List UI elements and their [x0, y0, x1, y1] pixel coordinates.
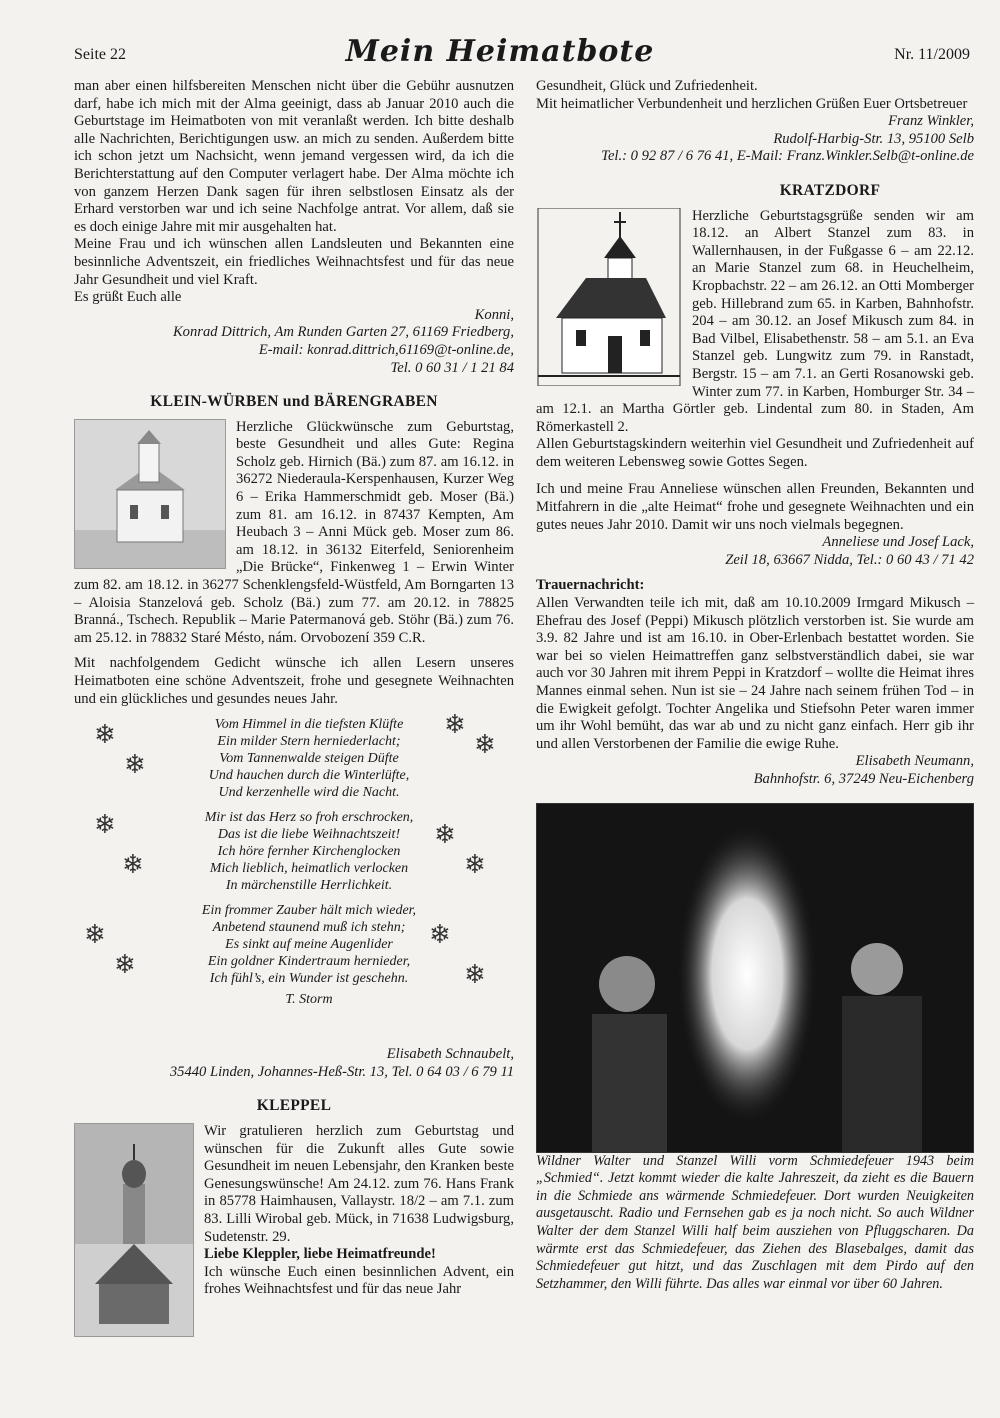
- snowflake-icon: ❄: [434, 820, 456, 850]
- mourning-text: Allen Verwandten teile ich mit, daß am 10.10.2009 Irmgard Mikusch – Ehefrau des Josef (Peppi) Mikusch plötzlich verstorben ist. Sie wurde am 3.9. 82 Jahre und ist am 16.10. in Ober-Erlenbach bestattet worden. Sie war bei so vielen Heimattreffen ganz selbstverständlich dabei, sie war auch vor 30 Jahren mit ihrem Peppi in Kratzdorf – wollte die Heimat ihres Mannes einmal sehen. Nun ist sie – 24 Jahre nach seinem frühen Tod – in die Ewigkeit gefolgt. Tochter Angelika und Stiefsohn Peter waren immer um ihr Wohl bemüht, das war ab und zu nicht ganz einfach. Herr gib ihr und allen Verstorbenen der Familie die ewige Ruhe.: [536, 595, 974, 752]
- poem-text: [184, 716, 434, 1008]
- right-column: [536, 78, 974, 1293]
- poem-line: Mich lieblich, heimatlich verlocken: [209, 861, 409, 877]
- masthead: Mein Heimatbote: [345, 34, 655, 69]
- poem-line: Und hauchen durch die Winterlüfte,: [208, 768, 410, 784]
- snowflake-icon: ❄: [114, 950, 136, 980]
- church-drawing: [536, 208, 682, 386]
- klein-wuerben-text: Herzliche Glückwünsche zum Geburtstag, beste Gesundheit und alles Gute: Regina Scholz geb. Hirnich (Bä.) zum 87. am 16.12. in 36272 Niederaula-Kerspenhausen, Kurzer Weg 6 – Erika Hammerschmidt geb. Moser (Bä.) zum 81. am 16.12. in 87437 Kempten, Am Heubach 3 – Anni Mück geb. Moser zum 86. am 18.12. in 36132 Eiterfeld, Seniorenheim „Die Brücke“, Finkenweg 1 – Erwin Winter zum 82. am 18.12. in 36277 Schenklengsfeld-Wüstfeld, Am Borngarten 13 – Aloisia Stanzelová geb. Scholz (Bä.) zum 77. am 20.12. in 78825 Branná., Tschech. Republik – Marie Patermanová geb. Stöhr (Bä.) zum 76. am 25.12. in 78832 Staré Mésto, nám. Orvobození 359 C.R.: [74, 418, 514, 646]
- signature-line: E-mail: konrad.dittrich,61169@t-online.de,: [258, 341, 514, 358]
- photo-caption: Wildner Walter und Stanzel Willi vorm Schmiedefeuer 1943 beim „Schmied“. Jetzt kommt wieder die kalte Jahreszeit, da zieht es die Bauern in die Schmiede ans wärmende Schmiedefeuer. Dort wurden Neuigkeiten ausgetauscht. Radio und Fernsehen gab es ja noch nicht. So auch Wildner Walter der dem Stanzel Willi half beim ausziehen von Pfluggscharen. Da wärmte erst das Schmiedefeuer, das Ziehen des Blasebalges, damit das Schmiedefeuer gut hitzt, und das Zuschlagen mit dem Pirdo auf den Setzhammer, den Willi führte. Das alles war einmal vor über 60 Jahren.: [536, 1152, 974, 1292]
- poem-line: Vom Tannenwalde steigen Düfte: [219, 751, 399, 767]
- wish-paragraph: Meine Frau und ich wünschen allen Landsleuten und Bekannten eine besinnliche Adventszeit, ein friedliches Weihnachtsfest und für das neue Jahr Gesundheit und viel Kraft.: [74, 236, 514, 288]
- greeting: Es grüßt Euch alle: [74, 289, 182, 306]
- poem-line: Es sinkt auf meine Augenlider: [225, 937, 393, 953]
- issue-number: Nr. 11/2009: [894, 46, 970, 63]
- blacksmith-photo: [536, 803, 974, 1153]
- poem-line: Vom Himmel in die tiefsten Klüfte: [214, 717, 404, 733]
- poem-signature: 35440 Linden, Johannes-Heß-Str. 13, Tel. 0 64 03 / 6 79 11: [169, 1063, 514, 1080]
- kleppel-text: Wir gratulieren herzlich zum Geburtstag und wünschen für die Zukunft alles Gute sowie Gesundheit im neuen Lebensjahr, den Kranken beste Genesungswünsche! Am 24.12. zum 76. Hans Frank in 85778 Haimhausen, Vallaystr. 18/2 – am 7.1. zum 83. Lilli Wirobal geb. Mück, in 71638 Ludwigsburg, Sudetenstr. 29.: [204, 1122, 514, 1245]
- signature-line: Rudolf-Harbig-Str. 13, 95100 Selb: [773, 130, 974, 147]
- snowflake-icon: ❄: [124, 750, 146, 780]
- signature-line: Elisabeth Neumann,: [855, 753, 974, 770]
- poem-line: Ich höre fernher Kirchenglocken: [217, 844, 401, 860]
- signature-line: Tel.: 0 92 87 / 6 76 41, E-Mail: Franz.Winkler.Selb@t-online.de: [601, 148, 974, 165]
- kratzdorf-text3: Ich und meine Frau Anneliese wünschen allen Freunden, Bekannten und Mitfahrern in die „alte Heimat“ frohe und gesegnete Weihnachten und ein gutes neues Jahr 2010. Damit wir uns noch vielmals begegnen.: [536, 481, 974, 533]
- poem-line: Und kerzenhelle wird die Nacht.: [218, 785, 400, 801]
- signature-line: Konni,: [474, 306, 514, 323]
- kratzdorf-text2: Allen Geburtstagskindern weiterhin viel Gesundheit und Zufriedenheit auf dem weiteren Lebensweg sowie Gottes Segen.: [536, 436, 974, 470]
- signature-line: Konrad Dittrich, Am Runden Garten 27, 61169 Friedberg,: [172, 324, 514, 341]
- poem-line: Anbetend staunend muß ich stehn;: [212, 920, 406, 936]
- signature-line: Franz Winkler,: [888, 113, 974, 130]
- snowflake-icon: ❄: [464, 960, 486, 990]
- mourning-heading: Trauernachricht:: [536, 577, 645, 594]
- section-heading-klein-wuerben: KLEIN-WÜRBEN und BÄRENGRABEN: [150, 393, 438, 411]
- right-intro2: Mit heimatlicher Verbundenheit und herzlichen Grüßen Euer Ortsbetreuer: [536, 95, 968, 112]
- page-number: Seite 22: [74, 46, 126, 63]
- right-intro: Gesundheit, Glück und Zufriedenheit.: [536, 78, 758, 94]
- snowflake-icon: ❄: [84, 920, 106, 950]
- poem-intro: Mit nachfolgendem Gedicht wünsche ich allen Lesern unseres Heimatboten eine schöne Adventszeit, frohe und gesegnete Weihnachten und ein glückliches und gesundes neues Jahr.: [74, 655, 514, 707]
- kratzdorf-text: Herzliche Geburtstagsgrüße senden wir am 18.12. an Albert Stanzel zum 83. in Wallernhausen, in der Fußgasse 6 – am 22.12. an Marie Stanzel zum 68. in Heuchelheim, Kropbachstr. 22 – am 26.12. an Otti Momberger geb. Hillebrand zum 65. in Karben, Bahnhofstr. 204 – am 30.12. an Josef Mikusch zum 84. in Bad Vilbel, Elisabethenstr. 58 – am 5.1. an Eva Stanzel geb. Lungwitz zum 79. in Ranstadt, Bergstr. 15 – am 7.1. an Gerti Rosanowski geb. Winter zum 77. in Karben, Homburger Str. 34 – am 12.1. an Martha Görtler geb. Lindental zum 80. in Staden, Am Römerkastell 2.: [536, 207, 974, 435]
- signature-line: Anneliese und Josef Lack,: [822, 534, 974, 551]
- left-column: [74, 78, 514, 1341]
- section-heading-kleppel: KLEPPEL: [256, 1097, 332, 1115]
- snowflake-icon: ❄: [429, 920, 451, 950]
- signature-line: Bahnhofstr. 6, 37249 Neu-Eichenberg: [753, 770, 974, 787]
- poem-block: [74, 710, 514, 1046]
- signature-line: Tel. 0 60 31 / 1 21 84: [390, 359, 514, 376]
- snowflake-icon: ❄: [94, 810, 116, 840]
- kleppel-subhead: Liebe Kleppler, liebe Heimatfreunde!: [204, 1246, 436, 1263]
- poem-line: Mir ist das Herz so froh erschrocken,: [204, 810, 414, 826]
- snowflake-icon: ❄: [464, 850, 486, 880]
- poem-line: In märchenstille Herrlichkeit.: [225, 878, 393, 894]
- poem-line: Das ist die liebe Weihnachtszeit!: [217, 827, 401, 843]
- poem-line: Ein frommer Zauber hält mich wieder,: [201, 903, 417, 919]
- poem-line: Ein goldner Kindertraum hernieder,: [207, 954, 411, 970]
- intro-paragraph: man aber einen hilfsbereiten Menschen nicht über die Gebühr ausnutzen darf, habe ich mich mit der Alma geeinigt, dass ab Januar 2010 auch die Geburtstage im Heimatboten von mit veranlaßt werden. Ich bitte deshalb alle Nachrichten, Berichtigungen usw. an mich zu senden. Außerdem bitte ich schon jetzt um Nachsicht, wenn jemand vergessen wird, da ich die Berichterstattung auf den Computer verlagert habe. Der Alma möchte ich von ganzem Herzen Dank sagen für ihren selbstlosen Einsatz als der Erhard verstorben war und ich seine Nachfolge antrat. Vor allem, daß sie es doch einige Jahre mit mir ausgehalten hat.: [74, 78, 514, 235]
- snowflake-icon: ❄: [94, 720, 116, 750]
- snowflake-icon: ❄: [122, 850, 144, 880]
- snowflake-icon: ❄: [444, 710, 466, 740]
- wooden-church-photo: [74, 1123, 194, 1337]
- poem-author: T. Storm: [285, 992, 333, 1008]
- chapel-photo: [74, 419, 226, 569]
- snowflake-icon: ❄: [474, 730, 496, 760]
- poem-line: Ein milder Stern herniederlacht;: [217, 734, 401, 750]
- kleppel-text2: Ich wünsche Euch einen besinnlichen Advent, ein frohes Weihnachtsfest und für das neue Jahr: [204, 1263, 514, 1298]
- section-heading-kratzdorf: KRATZDORF: [779, 181, 881, 199]
- poem-line: Ich fühl’s, ein Wunder ist geschehn.: [209, 971, 409, 987]
- poem-signature: Elisabeth Schnaubelt,: [386, 1046, 514, 1063]
- signature-line: Zeil 18, 63667 Nidda, Tel.: 0 60 43 / 71 42: [725, 551, 974, 568]
